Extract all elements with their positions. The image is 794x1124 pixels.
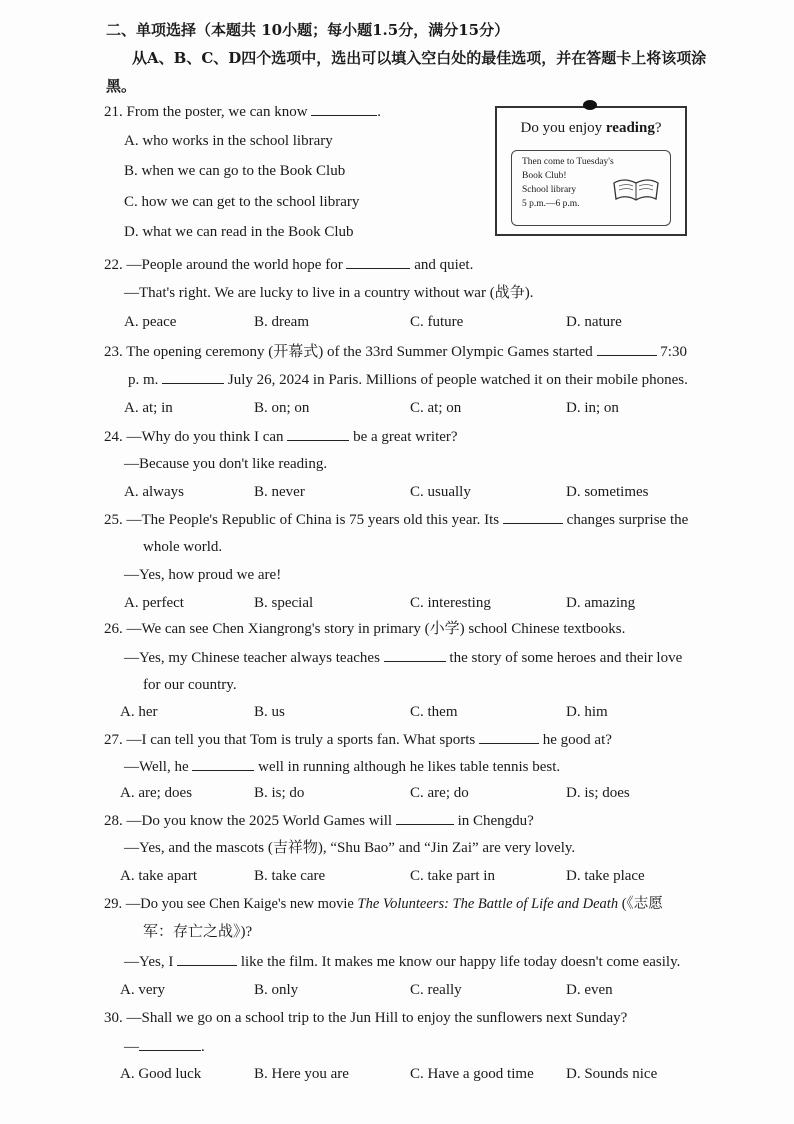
instruction-line-1: 从A、B、C、D四个选项中，选出可以填入空白处的最佳选项，并在答题卡上将该项涂 [132, 49, 707, 67]
q27-option-b: B. is; do [254, 785, 305, 801]
poster-line: Then come to Tuesday's [522, 157, 614, 167]
pin-icon [583, 100, 597, 110]
question-24-line1: 24. —Why do you think I can be a great writer? [104, 426, 458, 447]
q30-option-b: B. Here you are [254, 1066, 349, 1082]
q23-option-c: C. at; on [410, 400, 462, 416]
question-26-line1: 26. —We can see Chen Xiangrong's story in primary (小学) school Chinese textbooks. [104, 621, 626, 637]
q22-option-c: C. future [410, 314, 464, 330]
q30-option-c: C. Have a good time [410, 1066, 534, 1082]
q29-option-c: C. really [410, 982, 462, 998]
answer-blank [139, 1036, 201, 1051]
q25-option-a: A. perfect [124, 595, 184, 611]
q27-option-d: D. is; does [566, 785, 630, 801]
poster-line: 5 p.m.—6 p.m. [522, 199, 580, 209]
answer-blank [311, 101, 377, 116]
question-24-line2: —Because you don't like reading. [124, 456, 328, 472]
q30-option-d: D. Sounds nice [566, 1066, 658, 1082]
q22-option-a: A. peace [124, 314, 177, 330]
question-22-line1: 22. —People around the world hope for and quiet. [104, 254, 473, 275]
q26-option-c: C. them [410, 704, 458, 720]
q28-option-c: C. take part in [410, 868, 495, 884]
q22-option-d: D. nature [566, 314, 622, 330]
q24-option-d: D. sometimes [566, 484, 649, 500]
answer-blank [503, 509, 563, 524]
question-30-line2: — . [124, 1036, 205, 1057]
q29-option-b: B. only [254, 982, 299, 998]
q21-option-b: B. when we can go to the Book Club [124, 163, 346, 179]
q27-option-c: C. are; do [410, 785, 469, 801]
question-23-line2: p. m. July 26, 2024 in Paris. Millions of people watched it on their mobile phones. [128, 369, 688, 390]
question-25-line1-cont: whole world. [143, 539, 223, 555]
q23-option-a: A. at; in [124, 400, 173, 416]
answer-blank [177, 951, 237, 966]
poster-line: Book Club! [522, 171, 567, 181]
answer-blank [479, 729, 539, 744]
q24-option-b: B. never [254, 484, 305, 500]
q22-option-b: B. dream [254, 314, 309, 330]
instruction-line-2: 黑。 [106, 77, 137, 95]
answer-blank [597, 341, 657, 356]
question-28-line1: 28. —Do you know the 2025 World Games will in Chengdu? [104, 810, 534, 831]
q29-option-a: A. very [120, 982, 165, 998]
poster-inner-box [511, 150, 671, 226]
question-22-line2: —That's right. We are lucky to live in a country without war (战争). [124, 285, 534, 301]
q28-option-b: B. take care [254, 868, 326, 884]
question-26-line2: —Yes, my Chinese teacher always teaches the story of some heroes and their love [124, 647, 682, 668]
q28-option-d: D. take place [566, 868, 645, 884]
question-29-line1-cont: 军：存亡之战》)? [143, 924, 253, 940]
answer-blank [346, 254, 410, 269]
answer-blank [162, 369, 224, 384]
q26-option-b: B. us [254, 704, 285, 720]
question-30-line1: 30. —Shall we go on a school trip to the Jun Hill to enjoy the sunflowers next Sunday? [104, 1010, 628, 1026]
answer-blank [396, 810, 454, 825]
q24-option-a: A. always [124, 484, 184, 500]
q26-option-d: D. him [566, 704, 608, 720]
question-26-line2-cont: for our country. [143, 677, 237, 693]
q25-option-c: C. interesting [410, 595, 491, 611]
q28-option-a: A. take apart [120, 868, 198, 884]
q25-option-d: D. amazing [566, 595, 636, 611]
answer-blank [192, 756, 254, 771]
question-28-line2: —Yes, and the mascots (吉祥物), “Shu Bao” and “Jin Zai” are very lovely. [124, 840, 576, 856]
question-29-line2: —Yes, I like the film. It makes me know our happy life today doesn't come easily. [124, 951, 680, 972]
q21-option-d: D. what we can read in the Book Club [124, 224, 354, 240]
q29-option-d: D. even [566, 982, 613, 998]
q21-option-c: C. how we can get to the school library [124, 194, 360, 210]
poster-line: School library [522, 185, 577, 195]
book-club-poster [495, 106, 687, 236]
question-23-line1: 23. The opening ceremony (开幕式) of the 33rd Summer Olympic Games started 7:30 [104, 341, 687, 362]
open-book-icon [610, 175, 662, 205]
question-27-line2: —Well, he well in running although he likes table tennis best. [124, 756, 560, 777]
q26-option-a: A. her [120, 704, 158, 720]
q25-option-b: B. special [254, 595, 314, 611]
q30-option-a: A. Good luck [120, 1066, 202, 1082]
q21-option-a: A. who works in the school library [124, 133, 333, 149]
answer-blank [287, 426, 349, 441]
section-title: 二、单项选择（本题共 10小题；每小题1.5分，满分15分） [106, 21, 510, 39]
poster-title: Do you enjoy reading? [520, 120, 662, 136]
answer-blank [384, 647, 446, 662]
question-25-line2: —Yes, how proud we are! [124, 567, 282, 583]
q27-option-a: A. are; does [120, 785, 193, 801]
question-21-stem: 21. From the poster, we can know . [104, 101, 381, 122]
question-29-line1: 29. —Do you see Chen Kaige's new movie The Volunteers: The Battle of Life and Death (《志愿 [104, 896, 663, 912]
question-25-line1: 25. —The People's Republic of China is 75 years old this year. Its changes surprise the [104, 509, 688, 530]
q24-option-c: C. usually [410, 484, 471, 500]
question-27-line1: 27. —I can tell you that Tom is truly a sports fan. What sports he good at? [104, 729, 612, 750]
q23-option-b: B. on; on [254, 400, 310, 416]
q23-option-d: D. in; on [566, 400, 619, 416]
